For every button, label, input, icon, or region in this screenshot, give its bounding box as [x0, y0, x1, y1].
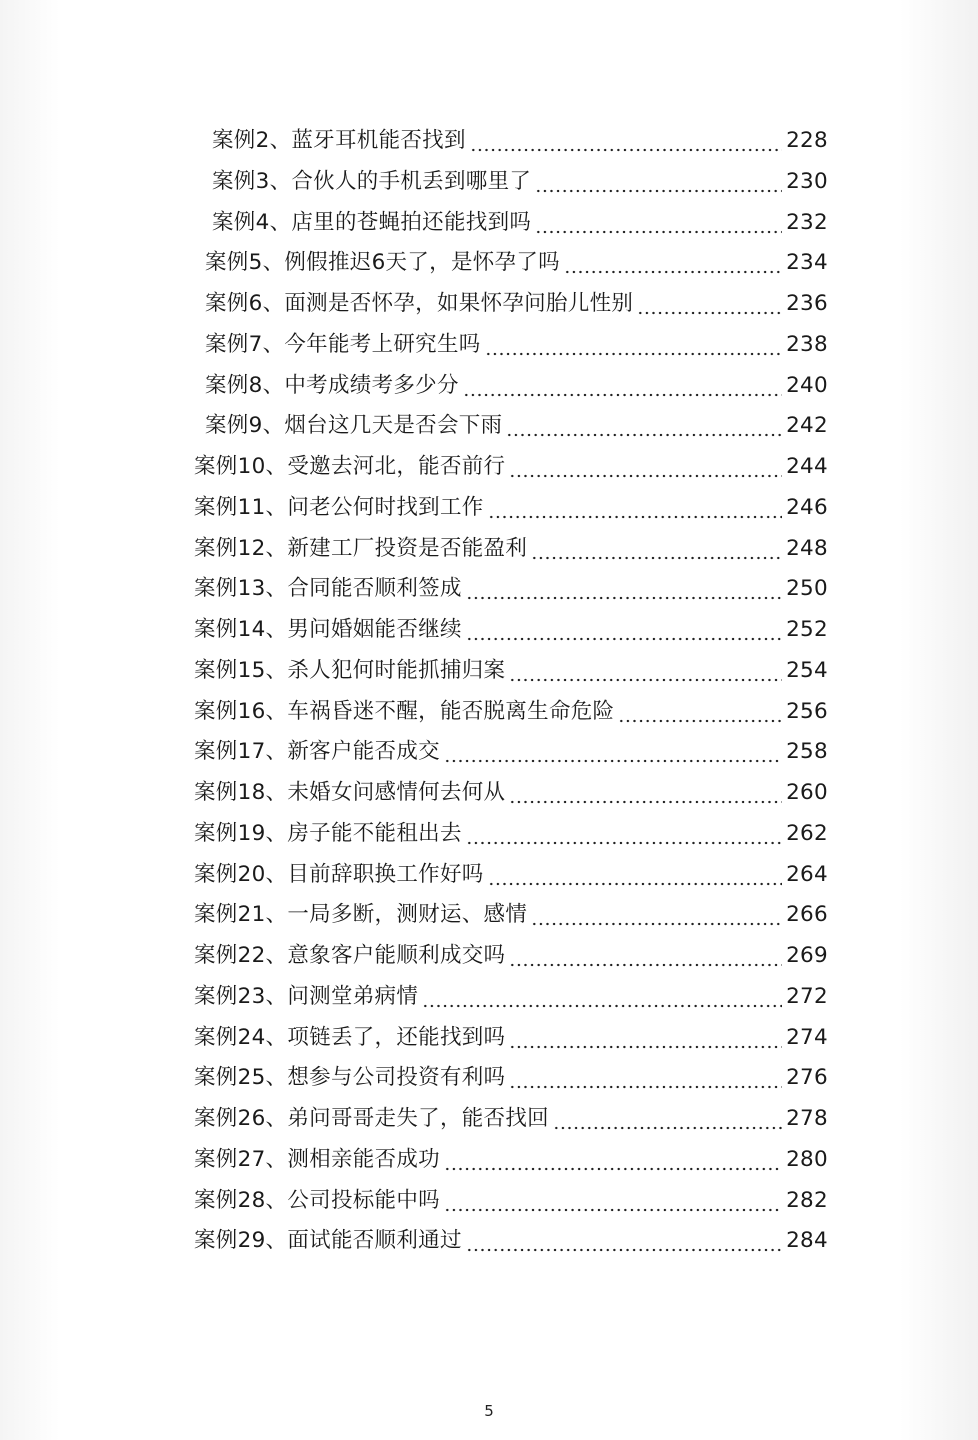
- toc-entry-page: 282: [786, 1187, 828, 1213]
- toc-entry-title: 案例9、烟台这几天是否会下雨: [205, 413, 503, 439]
- toc-dot-leader: [535, 203, 782, 243]
- toc-entry: [194, 773, 828, 813]
- toc-entry: [194, 895, 828, 935]
- toc-dot-leader: [422, 977, 782, 1017]
- toc-entry: [205, 284, 828, 324]
- toc-entry-page: 232: [786, 209, 828, 235]
- toc-entry: [194, 651, 828, 691]
- toc-dot-leader: [444, 1140, 782, 1180]
- toc-entry-title: 案例8、中考成绩考多少分: [205, 372, 459, 398]
- toc-dot-leader: [509, 1058, 782, 1098]
- toc-entry-title: 案例2、蓝牙耳机能否找到: [212, 128, 466, 153]
- toc-entry-page: 284: [786, 1228, 828, 1254]
- toc-entry: [194, 1221, 828, 1261]
- toc-entry: [194, 1181, 828, 1221]
- toc-entry-title: 案例3、合伙人的手机丢到哪里了: [212, 168, 532, 194]
- toc-entry-title: 案例11、问老公何时找到工作: [194, 494, 484, 520]
- toc-entry-page: 258: [786, 739, 828, 765]
- toc-entry-title: 案例16、车祸昏迷不醒，能否脱离生命危险: [194, 698, 615, 724]
- toc-entry-page: 276: [786, 1065, 828, 1091]
- toc-dot-leader: [470, 121, 782, 161]
- toc-dot-leader: [553, 1099, 782, 1139]
- toc-entry: [212, 121, 828, 161]
- toc-entry: [194, 855, 828, 895]
- toc-entry-page: 264: [786, 861, 828, 887]
- toc-entry: [194, 488, 828, 528]
- toc-dot-leader: [485, 325, 782, 365]
- toc-entry-page: 256: [786, 698, 828, 724]
- toc-entry: [205, 325, 828, 365]
- toc-entry-page: 228: [786, 128, 828, 153]
- toc-entry-title: 案例13、合同能否顺利签成: [194, 576, 462, 602]
- toc-entry-page: 254: [786, 657, 828, 683]
- toc-entry: [205, 243, 828, 283]
- toc-dot-leader: [531, 895, 782, 935]
- toc-entry: [205, 406, 828, 446]
- toc-dot-leader: [466, 569, 782, 609]
- page-number: 5: [484, 1402, 494, 1420]
- toc-entry-page: 260: [786, 780, 828, 805]
- toc-dot-leader: [463, 366, 782, 406]
- toc-entry-title: 案例17、新客户能否成交: [194, 739, 440, 765]
- toc-entry: [194, 732, 828, 772]
- toc-dot-leader: [466, 610, 782, 650]
- toc-entry-title: 案例12、新建工厂投资是否能盈利: [194, 535, 528, 561]
- toc-entry-page: 272: [786, 983, 828, 1009]
- toc-dot-leader: [444, 1181, 782, 1221]
- toc-dot-leader: [531, 529, 782, 569]
- toc-dot-leader: [466, 1221, 782, 1261]
- toc-dot-leader: [488, 855, 783, 895]
- toc-entry-page: 234: [786, 250, 828, 276]
- toc-dot-leader: [509, 773, 782, 813]
- toc-entry-page: 236: [786, 291, 828, 316]
- toc-entry-title: 案例15、杀人犯何时能抓捕归案: [194, 657, 506, 683]
- toc-dot-leader: [488, 488, 783, 528]
- toc-dot-leader: [444, 732, 782, 772]
- toc-entry-title: 案例23、问测堂弟病情: [194, 983, 419, 1009]
- toc-dot-leader: [535, 162, 782, 202]
- toc-dot-leader: [564, 243, 782, 283]
- toc-entry-title: 案例22、意象客户能顺利成交吗: [194, 943, 506, 968]
- toc-entry-page: 269: [786, 943, 828, 968]
- toc-entry-title: 案例29、面试能否顺利通过: [194, 1228, 462, 1254]
- toc-entry-page: 280: [786, 1146, 828, 1172]
- toc-entry-title: 案例26、弟问哥哥走失了，能否找回: [194, 1106, 549, 1131]
- toc-entry-title: 案例10、受邀去河北，能否前行: [194, 454, 506, 479]
- toc-entry: [194, 529, 828, 569]
- toc-entry-title: 案例6、面测是否怀孕，如果怀孕问胎儿性别: [205, 291, 634, 316]
- toc-entry: [194, 1018, 828, 1058]
- toc-entry: [212, 203, 828, 243]
- toc-entry: [194, 692, 828, 732]
- toc-entry-page: 240: [786, 372, 828, 398]
- toc-entry-title: 案例20、目前辞职换工作好吗: [194, 861, 484, 887]
- toc-entry-title: 案例25、想参与公司投资有利吗: [194, 1065, 506, 1091]
- toc-dot-leader: [506, 406, 782, 446]
- toc-entry-title: 案例18、未婚女问感情何去何从: [194, 780, 506, 805]
- toc-entry-title: 案例5、例假推迟6天了，是怀孕了吗: [205, 250, 560, 276]
- toc-entry-page: 242: [786, 413, 828, 439]
- toc-entry-title: 案例4、店里的苍蝇拍还能找到吗: [212, 209, 532, 235]
- toc-dot-leader: [509, 936, 782, 976]
- toc-entry: [194, 814, 828, 854]
- toc-entry: [194, 936, 828, 976]
- toc-entry-page: 246: [786, 494, 828, 520]
- toc-entry-page: 262: [786, 820, 828, 846]
- toc-entry-page: 230: [786, 168, 828, 194]
- toc-dot-leader: [509, 1018, 782, 1058]
- toc-dot-leader: [509, 651, 782, 691]
- toc-entry: [212, 162, 828, 202]
- toc-entry: [205, 366, 828, 406]
- toc-entry: [194, 1099, 828, 1139]
- toc-entry-title: 案例24、项链丢了，还能找到吗: [194, 1024, 506, 1050]
- toc-entry: [194, 1140, 828, 1180]
- toc-dot-leader: [509, 447, 782, 487]
- toc-entry: [194, 1058, 828, 1098]
- toc-entry-title: 案例28、公司投标能中吗: [194, 1187, 440, 1213]
- toc-entry: [194, 569, 828, 609]
- toc-entry-page: 244: [786, 454, 828, 479]
- toc-entry: [194, 447, 828, 487]
- toc-entry-page: 274: [786, 1024, 828, 1050]
- toc-entry-page: 266: [786, 902, 828, 928]
- toc-entry-title: 案例14、男问婚姻能否继续: [194, 617, 462, 642]
- toc-entry-page: 248: [786, 535, 828, 561]
- toc-dot-leader: [466, 814, 782, 854]
- toc-entry-page: 278: [786, 1106, 828, 1131]
- toc-entry-title: 案例7、今年能考上研究生吗: [205, 331, 481, 357]
- toc-entry: [194, 610, 828, 650]
- toc-entry-title: 案例19、房子能不能租出去: [194, 820, 462, 846]
- toc-entry-page: 252: [786, 617, 828, 642]
- toc-entry: [194, 977, 828, 1017]
- toc-entry-page: 238: [786, 331, 828, 357]
- toc-dot-leader: [618, 692, 782, 732]
- toc-entry-page: 250: [786, 576, 828, 602]
- toc-entry-title: 案例27、测相亲能否成功: [194, 1146, 440, 1172]
- toc-dot-leader: [637, 284, 782, 324]
- toc-entry-title: 案例21、一局多断，测财运、感情: [194, 902, 528, 928]
